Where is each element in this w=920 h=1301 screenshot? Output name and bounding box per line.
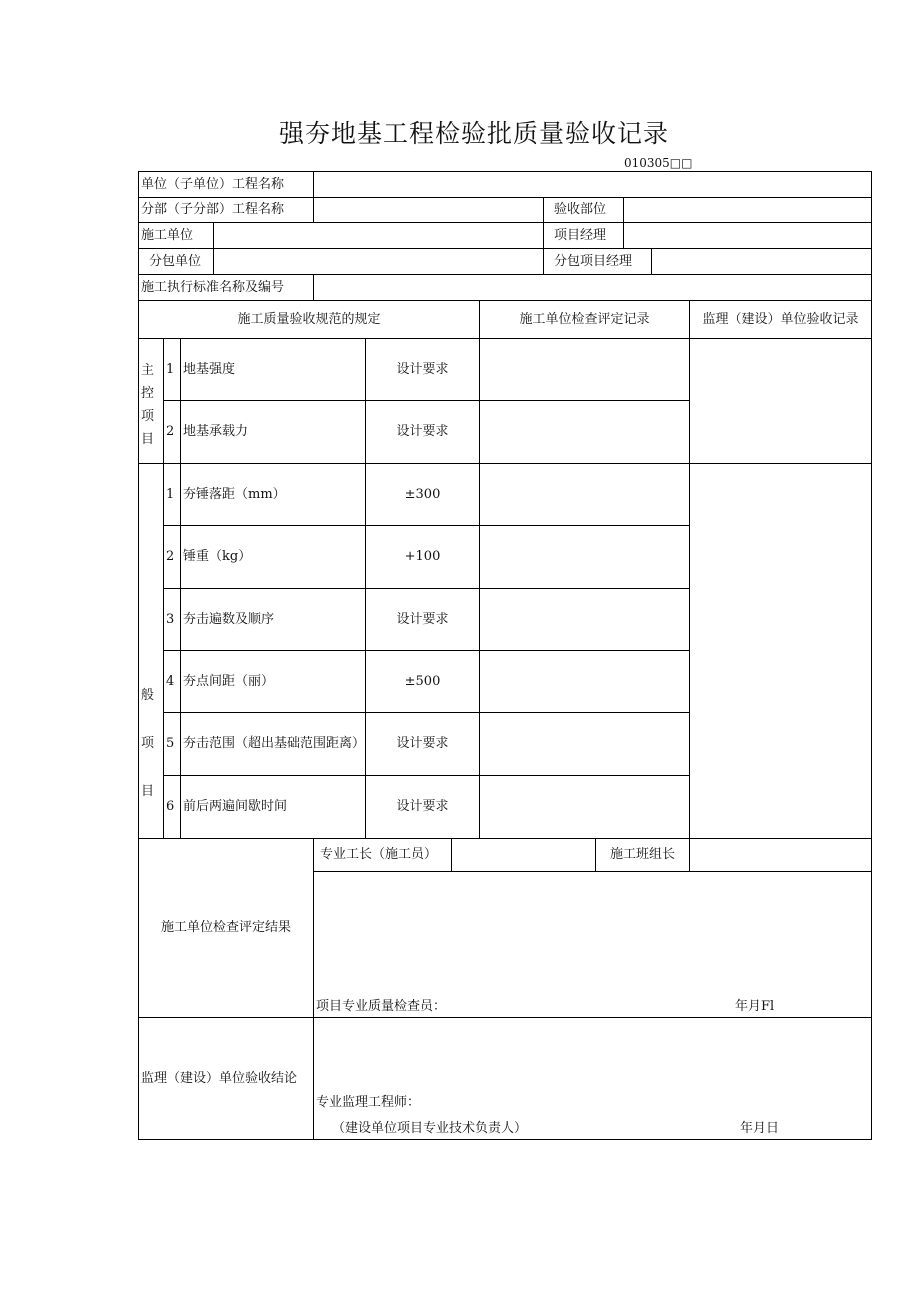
general-item-no: 2 — [166, 549, 175, 564]
general-item-value: +100 — [404, 549, 441, 564]
general-item-check-cell[interactable] — [480, 526, 689, 588]
form-title: 强夯地基工程检验批质量验收记录 — [278, 119, 669, 148]
general-item-check-cell[interactable] — [480, 651, 689, 712]
general-item-name: 锤重（kg） — [183, 549, 252, 564]
group-char: 项 — [141, 736, 155, 751]
group-char: 主 — [141, 363, 155, 378]
sub-unit-value[interactable] — [214, 249, 543, 274]
main-items-group-label — [139, 355, 163, 455]
accept-part-label: 验收部位 — [554, 202, 607, 217]
general-item-no: 3 — [166, 611, 175, 627]
unit-project-label: 单位（子单位）工程名称 — [141, 176, 285, 192]
general-item-value: 设计要求 — [396, 611, 449, 627]
project-manager-value[interactable] — [624, 223, 871, 248]
general-item-name: 夯锤落距（mm） — [183, 486, 286, 502]
general-item-name: 前后两遍间歇时间 — [183, 799, 288, 814]
date-2: 年月日 — [740, 1121, 780, 1136]
foreman-label: 专业工长（施工员） — [320, 847, 438, 862]
general-item-check-cell[interactable] — [480, 464, 689, 525]
general-item-value: ±500 — [404, 673, 441, 689]
construction-unit-value[interactable] — [214, 223, 543, 248]
check-record-column-header: 施工单位检查评定记录 — [519, 311, 650, 327]
main-item-value: 设计要求 — [396, 424, 449, 439]
general-item-check-cell[interactable] — [480, 713, 689, 775]
group-char: 目 — [141, 784, 155, 799]
project-manager-label: 项目经理 — [554, 227, 607, 243]
general-item-value: ±300 — [404, 486, 441, 502]
general-item-no: 1 — [166, 486, 175, 502]
check-result-label: 施工单位检查评定结果 — [160, 920, 291, 935]
general-item-name: 夯击范围（超出基础范围距离） — [183, 736, 365, 751]
main-item-check-cell[interactable] — [480, 339, 689, 400]
spec-column-header: 施工质量验收规范的规定 — [237, 311, 381, 327]
team-leader-value[interactable] — [690, 839, 871, 871]
general-item-value: 设计要求 — [396, 736, 449, 751]
general-item-check-cell[interactable] — [480, 776, 689, 838]
main-item-value: 设计要求 — [396, 361, 449, 377]
general-item-no: 6 — [166, 799, 175, 814]
sub-project-value[interactable] — [314, 198, 543, 222]
main-item-name: 地基强度 — [183, 361, 236, 377]
date-1: 年月Fl — [735, 999, 775, 1014]
construction-unit-label: 施工单位 — [141, 227, 194, 243]
sub-unit-label: 分包单位 — [149, 253, 202, 269]
general-item-no: 4 — [166, 673, 175, 689]
supervise-record-column-header: 监理（建设）单位验收记录 — [702, 311, 859, 327]
table-line — [138, 1139, 872, 1140]
main-items-supervise-cell[interactable] — [690, 339, 871, 463]
form-code: 010305□□ — [624, 156, 693, 170]
general-item-name: 夯点间距（丽） — [183, 673, 275, 689]
standard-label: 施工执行标准名称及编号 — [141, 279, 285, 295]
standard-value[interactable] — [314, 275, 871, 300]
main-item-name: 地基承载力 — [183, 424, 249, 439]
accept-part-value[interactable] — [624, 198, 871, 222]
engineer-label: 专业监理工程师： — [316, 1095, 421, 1110]
sub-manager-value[interactable] — [652, 249, 871, 274]
general-item-value: 设计要求 — [396, 799, 449, 814]
table-line — [871, 171, 872, 1140]
group-char: 目 — [141, 432, 155, 447]
unit-project-value[interactable] — [314, 172, 871, 197]
group-char: 控 — [141, 386, 155, 401]
main-item-no: 2 — [166, 424, 175, 439]
group-char: 项 — [141, 409, 155, 424]
team-leader-label: 施工班组长 — [609, 847, 675, 862]
main-item-check-cell[interactable] — [480, 401, 689, 463]
foreman-value[interactable] — [452, 839, 595, 871]
general-items-supervise-cell[interactable] — [690, 464, 871, 838]
general-item-no: 5 — [166, 736, 175, 751]
supervise-conclusion-content[interactable] — [314, 1018, 871, 1092]
owner-rep-label: （建设单位项目专业技术负责人） — [332, 1121, 528, 1136]
general-item-name: 夯击遍数及顺序 — [183, 611, 275, 627]
main-item-no: 1 — [166, 361, 175, 377]
sub-project-label: 分部（子分部）工程名称 — [141, 202, 285, 217]
check-result-content[interactable] — [314, 872, 871, 994]
general-items-group-label — [139, 672, 163, 822]
supervise-conclusion-label: 监理（建设）单位验收结论 — [141, 1070, 298, 1086]
group-char: 般 — [141, 688, 155, 703]
sub-manager-label: 分包项目经理 — [554, 253, 633, 269]
inspector-label: 项目专业质量检查员： — [316, 999, 447, 1014]
general-item-check-cell[interactable] — [480, 589, 689, 650]
